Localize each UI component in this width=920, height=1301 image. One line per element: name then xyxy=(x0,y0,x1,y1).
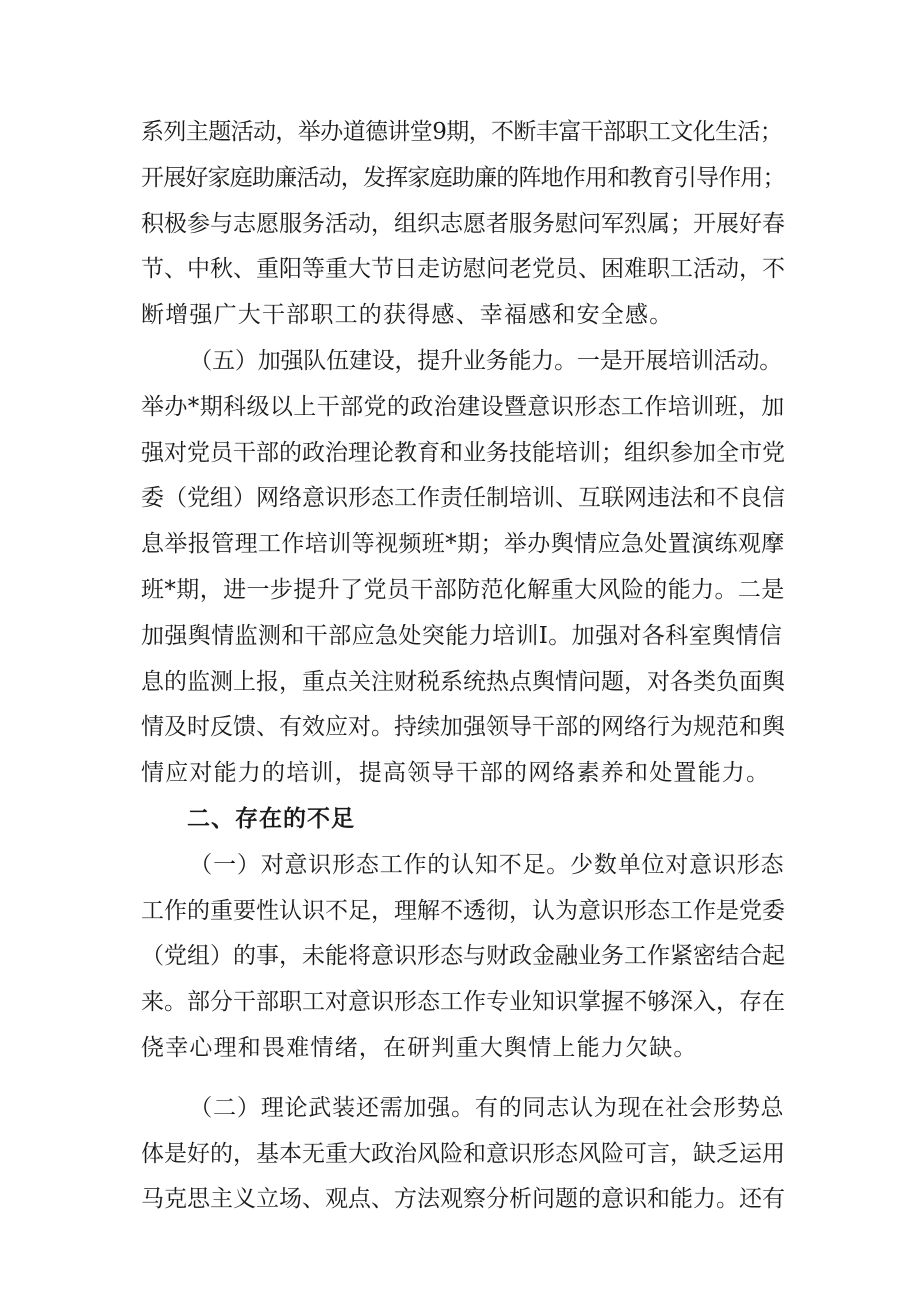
text-line: 来。部分干部职工对意识形态工作专业知识掌握不够深入，存在 xyxy=(141,989,785,1016)
text-line: 加强舆情监测和干部应急处突能力培训I。加强对各科室舆情信 xyxy=(141,622,783,649)
text-line: 工作的重要性认识不足，理解不透彻，认为意识形态工作是党委 xyxy=(141,897,785,924)
paragraph-gap xyxy=(141,1072,786,1086)
text-line: 班*期，进一步提升了党员干部防范化解重大风险的能力。二是 xyxy=(141,576,785,603)
text-line: 委（党组）网络意识形态工作责任制培训、互联网违法和不良信 xyxy=(141,485,785,512)
document-body xyxy=(141,110,786,1223)
text-line: 情应对能力的培训，提高领导干部的网络素养和处置能力。 xyxy=(141,760,771,787)
text-line: 息的监测上报，重点关注财税系统热点舆情问题，对各类负面舆 xyxy=(141,668,785,695)
text-line: 开展好家庭助廉活动，发挥家庭助廉的阵地作用和教育引导作用； xyxy=(141,164,785,191)
text-line: 侥幸心理和畏难情绪，在研判重大舆情上能力欠缺。 xyxy=(141,1034,698,1061)
text-line: 举办*期科级以上干部党的政治建设暨意识形态工作培训班，加 xyxy=(141,393,785,420)
text-line: 情及时反馈、有效应对。持续加强领导干部的网络行为规范和舆 xyxy=(141,714,785,741)
text-line: 马克思主义立场、观点、方法观察分析问题的意识和能力。还有 xyxy=(141,1186,785,1213)
text-line: 体是好的，基本无重大政治风险和意识形态风险可言，缺乏运用 xyxy=(141,1140,785,1167)
text-line: 积极参与志愿服务活动，组织志愿者服务慰问军烈属；开展好春 xyxy=(141,210,785,237)
text-line: 节、中秋、重阳等重大节日走访慰问老党员、困难职工活动，不 xyxy=(141,256,785,283)
paragraph-start-line: （一）对意识形态工作的认知不足。少数单位对意识形态 xyxy=(189,851,785,878)
text-line: （党组）的事，未能将意识形态与财政金融业务工作紧密结合起 xyxy=(141,943,785,970)
text-line: 息举报管理工作培训等视频班*期；举办舆情应急处置演练观摩 xyxy=(141,531,785,558)
text-line: 强对党员干部的政治理论教育和业务技能培训；组织参加全市党 xyxy=(141,439,785,466)
paragraph-start-line: （二）理论武装还需加强。有的同志认为现在社会形势总 xyxy=(189,1094,785,1121)
text-line: 系列主题活动，举办道德讲堂9期，不断丰富干部职工文化生活； xyxy=(141,119,783,145)
paragraph-start-line: （五）加强队伍建设，提升业务能力。一是开展培训活动。 xyxy=(189,347,783,374)
section-heading: 二、存在的不足 xyxy=(187,805,355,832)
text-line: 断增强广大干部职工的获得感、幸福感和安全感。 xyxy=(141,302,674,329)
